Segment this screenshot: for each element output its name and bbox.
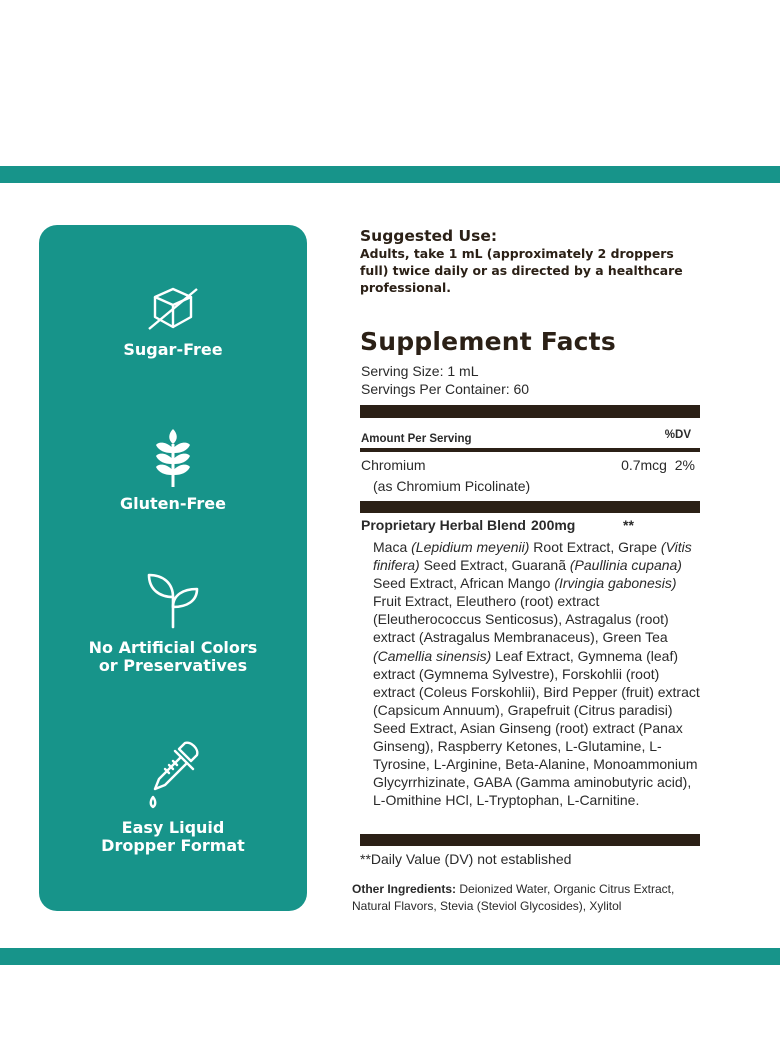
blend-ingredient-segment: (Vitis finifera) (373, 539, 692, 574)
blend-dv: ** (623, 517, 634, 533)
blend-ingredient-segment: Maca (373, 539, 412, 555)
blend-name: Proprietary Herbal Blend (361, 517, 526, 533)
features-panel (39, 225, 307, 911)
bottom-teal-band (0, 948, 780, 965)
blend-ingredient-segment: (Lepidium meyenii) (411, 539, 530, 555)
suggested-use-heading: Suggested Use: (360, 227, 498, 245)
dropper-icon (143, 739, 203, 811)
feature-gluten-free (39, 427, 307, 513)
thick-divider (360, 501, 700, 513)
feature-label: Easy Liquid Dropper Format (101, 818, 245, 855)
blend-row (361, 517, 697, 533)
chromium-amount: 0.7mcg (621, 457, 667, 473)
suggested-use (360, 227, 700, 296)
blend-ingredients (373, 538, 703, 809)
chromium-values (621, 457, 695, 473)
supplement-facts-title: Supplement Facts (360, 327, 616, 356)
sugar-cube-icon (143, 285, 203, 333)
blend-ingredient-segment: (Paullinia cupana) (569, 557, 682, 574)
chromium-row (361, 457, 697, 473)
servings-per-container: Servings Per Container: 60 (361, 381, 530, 397)
thick-divider (360, 834, 700, 846)
feature-dropper (39, 739, 307, 855)
suggested-use-text: Adults, take 1 mL (approximately 2 droppers full) twice daily or as directed by a healthcare professional. (360, 246, 683, 295)
wheat-icon (153, 427, 193, 487)
blend-ingredient-segment: Root Extract, Grape (529, 539, 661, 555)
blend-ingredient-segment: (Irvingia gabonesis) (554, 575, 677, 592)
feature-sugar-free (39, 285, 307, 359)
feature-no-artificial (39, 571, 307, 675)
medium-divider (360, 448, 700, 452)
sprout-icon (143, 571, 203, 631)
chromium-name: Chromium (361, 457, 426, 473)
blend-ingredient-segment: Leaf Extract, Gymnema (leaf) extract (Gymnema Sylvestre), Forskohlii (root) extract (Coleus Forskohlii), Bird Pepper (fruit) extract (Capsicum Annuum), Grapefruit (Citrus paradisi) Seed Extract, Asian Ginseng (root) extract (Panax Ginseng), Raspberry Ketones, L-Glutamine, L-Tyrosine, L-Arginine, Beta-Alanine, Monoammonium Glycyrrhizinate, GABA (Gamma aminobutyric acid), L-Omithine HCl, L-Tryptophan, L-Carnitine. (373, 647, 700, 809)
other-ingredients-label: Other Ingredients: (352, 882, 457, 896)
dv-header: %DV (664, 429, 691, 441)
dv-note: **Daily Value (DV) not established (360, 851, 572, 867)
thick-divider (360, 405, 700, 418)
chromium-sub: (as Chromium Picolinate) (373, 478, 531, 494)
feature-label: Sugar-Free (123, 340, 223, 359)
blend-ingredient-segment: Seed Extract, African Mango (373, 575, 555, 592)
other-ingredients-text: Deionized Water, Organic Citrus Extract, Natural Flavors, Stevia (Steviol Glycosides), Xylitol (352, 882, 675, 913)
other-ingredients (352, 881, 702, 915)
amount-header: Amount Per Serving (361, 433, 472, 445)
blend-amount: 200mg (531, 517, 576, 533)
chromium-dv: 2% (674, 457, 695, 473)
blend-ingredient-segment: (Camellia sinensis) (373, 647, 492, 664)
serving-size: Serving Size: 1 mL (361, 363, 479, 379)
feature-label: Gluten-Free (119, 494, 227, 513)
blend-ingredient-segment: Seed Extract, Guaranã (419, 557, 570, 574)
blend-ingredient-segment: Fruit Extract, Eleuthero (root) extract (Eleutherococcus Senticosus), Astragalus (root) extract (Astragalus Membranaceus), Green Tea (373, 593, 669, 646)
amount-header-row (361, 429, 697, 445)
top-teal-band (0, 166, 780, 183)
feature-label: No Artificial Colors or Preservatives (88, 638, 258, 675)
